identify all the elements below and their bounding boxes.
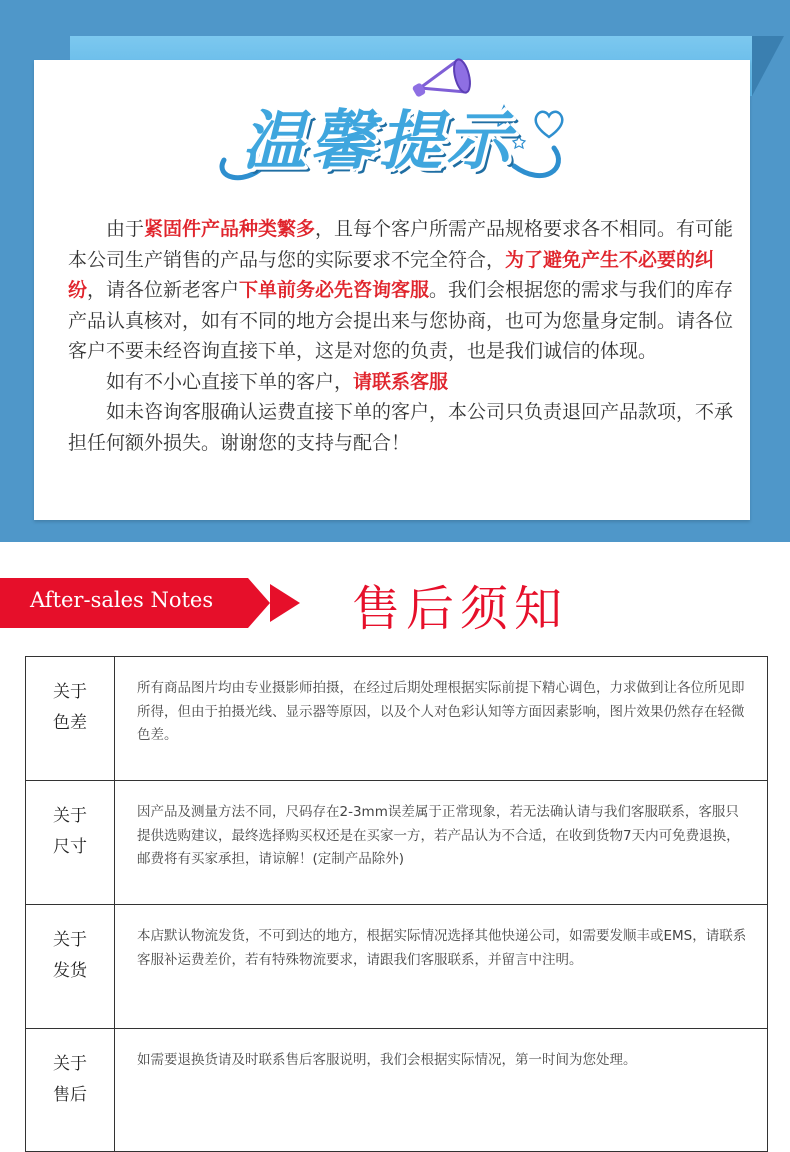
notice-text: 。我们会根据您的需求与我们的库存产品认真核对，如有不同的地方会提出来与您协商，也可为您量身定制。请各位客户不要未经咨询直接下单，这是对您的负责，也是我们诚信的体现。 — [68, 279, 734, 362]
after-sales-banner-label: After-sales Notes — [30, 588, 214, 612]
notice-heading — [214, 48, 574, 198]
highlight-text: 为了避免产生不必要的纠纷 — [68, 248, 715, 301]
notice-heading-text: 温馨提示 — [242, 104, 514, 179]
highlight-text: 请联系客服 — [353, 370, 449, 393]
table-row — [26, 905, 768, 1029]
notice-text: ，请各位新老客户 — [87, 279, 240, 301]
row-content: 本店默认物流发货，不可到达的地方，根据实际情况选择其他快递公司，如需要发顺丰或EMS，请联系客服补运费差价，若有特殊物流要求，请跟我们客服联系，并留言中注明。 — [115, 905, 768, 1029]
notice-fold-right — [752, 36, 784, 96]
row-label — [26, 1029, 115, 1152]
notice-text: 由于 — [106, 218, 145, 240]
after-sales-banner-tip — [248, 578, 270, 628]
row-label — [26, 905, 115, 1029]
row-label-line: 关于 — [53, 806, 87, 826]
notice-paragraph — [68, 214, 738, 367]
row-content: 如需要退换货请及时联系售后客服说明，我们会根据实际情况，第一时间为您处理。 — [115, 1029, 768, 1152]
table-row — [26, 1029, 768, 1152]
row-content: 所有商品图片均由专业摄影师拍摄，在经过后期处理根据实际前提下精心调色，力求做到让各位所见即所得，但由于拍摄光线、显示器等原因，以及个人对色彩认知等方面因素影响，图片效果仍然存在轻微色差。 — [115, 657, 768, 781]
notice-text: 如未咨询客服确认运费直接下单的客户，本公司只负责退回产品款项，不承担任何额外损失。谢谢您的支持与配合！ — [68, 401, 734, 454]
row-label-line: 尺寸 — [53, 837, 87, 857]
notice-paragraph — [68, 367, 738, 398]
row-label — [26, 781, 115, 905]
notice-body — [68, 214, 738, 458]
heart-icon — [532, 108, 566, 140]
notice-text: 如有不小心直接下单的客户， — [106, 370, 354, 393]
table-row — [26, 781, 768, 905]
notice-paragraph — [68, 397, 738, 458]
chevron-right-icon — [268, 584, 300, 622]
row-label — [26, 657, 115, 781]
highlight-text: 下单前务必先咨询客服 — [239, 279, 430, 301]
after-sales-title: 售后须知 — [352, 581, 569, 637]
row-label-line: 关于 — [53, 682, 87, 702]
row-label-line: 发货 — [53, 961, 87, 981]
row-label-line: 售后 — [53, 1085, 87, 1105]
row-label-line: 关于 — [53, 1054, 87, 1074]
table-row — [26, 657, 768, 781]
row-content: 因产品及测量方法不同，尺码存在2-3mm误差属于正常现象，若无法确认请与我们客服联系，客服只提供选购建议，最终选择购买权还是在买家一方，若产品认为不合适，在收到货物7天内可免费退换，邮费将有买家承担，请谅解！(定制产品除外) — [115, 781, 768, 905]
after-sales-table — [25, 656, 768, 1152]
highlight-text: 紧固件产品种类繁多 — [144, 218, 316, 240]
row-label-line: 关于 — [53, 930, 87, 950]
notice-text: ，且每个客户所需产品规格要求各不相同。有可能本公司生产销售的产品与您的实际要求不完全符合， — [68, 218, 734, 271]
after-sales-banner — [0, 578, 248, 628]
row-label-line: 色差 — [53, 713, 87, 733]
